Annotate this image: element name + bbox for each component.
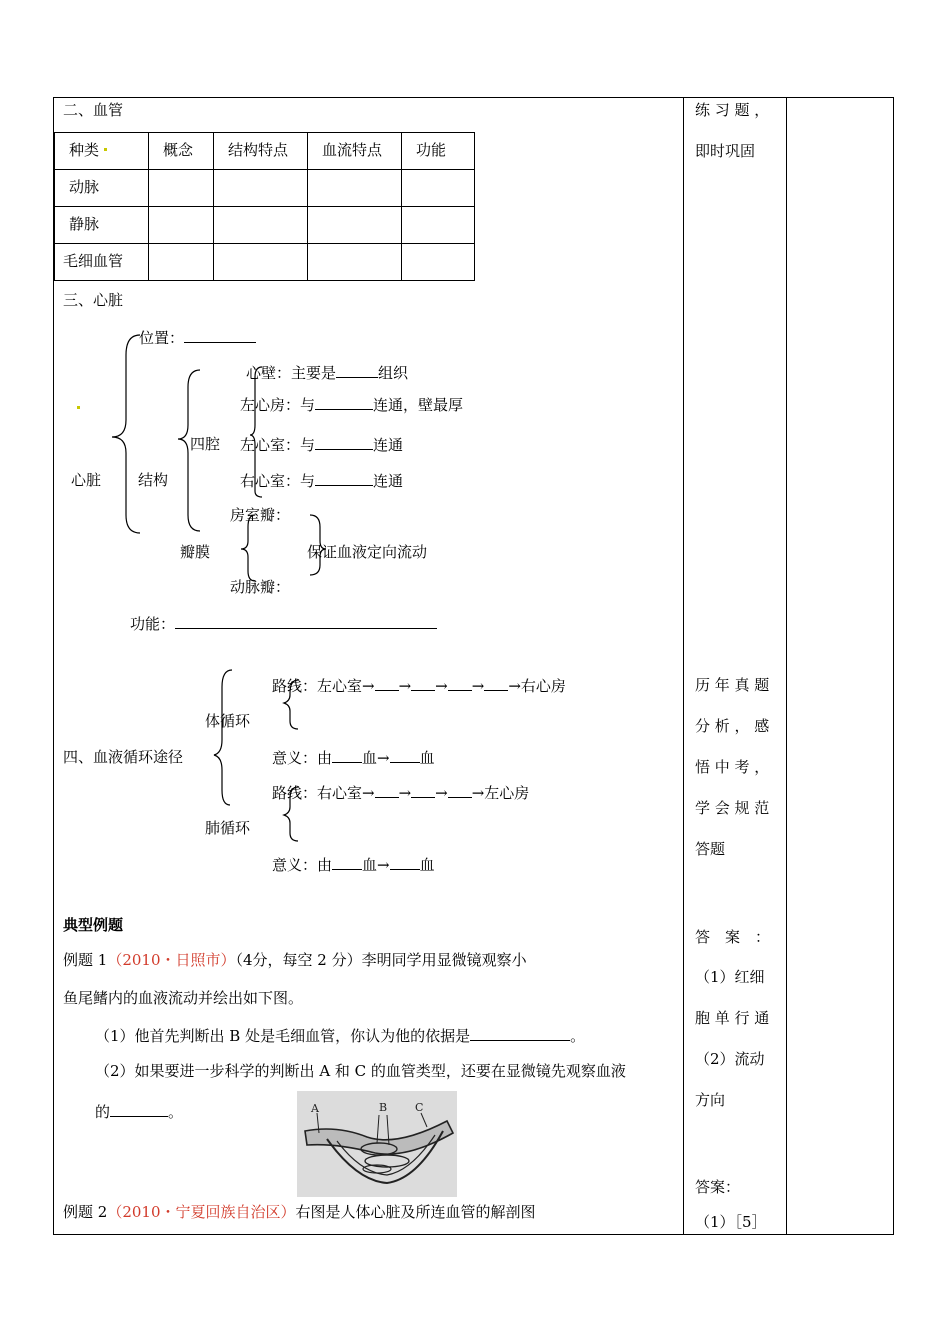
- vessel-table: [54, 132, 475, 281]
- side-note-1a: 练 习 题 ，: [695, 101, 770, 119]
- circulation-braces: [200, 665, 310, 885]
- section-title-heart: 三、心脏: [63, 291, 124, 309]
- table-row-label: 毛细血管: [55, 244, 149, 281]
- aortic-valve-label: 动脉瓣：: [230, 578, 291, 596]
- figure-label-c: C: [415, 1101, 424, 1114]
- table-row: [55, 244, 475, 281]
- table-header-cell: 结构特点: [214, 133, 308, 170]
- example1-line2: 鱼尾鳍内的血液流动并绘出如下图。: [63, 989, 304, 1007]
- yellow-dot: [77, 406, 80, 409]
- example1-q2-cont: 的 。: [95, 1103, 184, 1121]
- left-atrium: 左心房：与 连通，壁最厚: [240, 396, 464, 414]
- column-divider-2: [786, 97, 787, 1235]
- table-header-cell: 血流特点: [308, 133, 402, 170]
- pulmonary-label: 肺循环: [205, 819, 251, 837]
- example1-q2: （2）如果要进一步科学的判断出 A 和 C 的血管类型，还要在显微镜先观察血液: [95, 1062, 626, 1080]
- table-row-label: 动脉: [55, 170, 149, 207]
- side-answer-1c: 胞 单 行 通: [695, 1009, 770, 1027]
- structure-label: 结构: [138, 471, 169, 489]
- four-chambers-label: 四腔: [190, 435, 221, 453]
- valve-function: 保证血液定向流动: [307, 543, 428, 561]
- side-note-2e: 答题: [695, 840, 726, 858]
- table-row: [55, 170, 475, 207]
- table-header-cell: 概念: [149, 133, 214, 170]
- example1-q1: （1）他首先判断出 B 处是毛细血管，你认为他的依据是 。: [95, 1027, 586, 1045]
- heart-wall: 心壁：主要是 组织: [246, 364, 409, 382]
- side-answer-1d: （2）流动: [695, 1050, 765, 1068]
- column-divider-1: [683, 97, 684, 1235]
- yellow-dot: [104, 148, 107, 151]
- side-note-1b: 即时巩固: [695, 142, 756, 160]
- table-header-cell: 功能: [402, 133, 475, 170]
- heart-label: 心脏: [71, 471, 102, 489]
- example1-line1: 例题 1（2010・日照市）（4分，每空 2 分）李明同学用显微镜观察小: [63, 951, 527, 969]
- section-title-circulation: 四、血液循环途径: [63, 748, 184, 766]
- side-note-2c: 悟 中 考 ，: [695, 758, 770, 776]
- heart-function: 功能：: [130, 614, 437, 633]
- figure-label-b: B: [379, 1101, 388, 1114]
- left-ventricle: 左心室：与 连通: [240, 436, 404, 454]
- side-note-2d: 学 会 规 范: [695, 799, 770, 817]
- table-row-label: 静脉: [55, 207, 149, 244]
- figure-label-a: A: [311, 1102, 319, 1115]
- systemic-route: 路线：左心室→ → → → →右心房: [272, 677, 566, 695]
- section-title-blood-vessels: 二、血管: [63, 101, 124, 119]
- table-header-cell: 种类: [55, 133, 149, 170]
- right-ventricle: 右心室：与 连通: [240, 472, 404, 490]
- pulmonary-meaning: 意义：由 血→ 血: [272, 856, 435, 874]
- systemic-meaning: 意义：由 血→ 血: [272, 749, 435, 767]
- table-header-row: [55, 133, 475, 170]
- valve-label: 瓣膜: [180, 543, 211, 561]
- systemic-label: 体循环: [205, 712, 251, 730]
- av-valve-label: 房室瓣：: [230, 506, 291, 524]
- side-answer-1e: 方向: [695, 1091, 726, 1109]
- pulmonary-route: 路线：右心室→ → → →左心房: [272, 784, 530, 802]
- side-answer-1b: （1）红细: [695, 968, 765, 986]
- table-row: [55, 207, 475, 244]
- side-note-2b: 分 析 ， 感: [695, 717, 770, 735]
- heart-position: 位置：: [139, 328, 256, 347]
- fish-tail-blood-vessel-figure: [297, 1091, 457, 1197]
- side-note-2a: 历 年 真 题: [695, 676, 770, 694]
- example2-line1: 例题 2（2010・宁夏回族自治区）右图是人体心脏及所连血管的解剖图: [63, 1203, 536, 1221]
- side-answer-1a: 答 案 ：: [695, 928, 771, 946]
- examples-heading: 典型例题: [63, 916, 124, 934]
- side-answer-2a: 答案：: [695, 1178, 741, 1196]
- side-answer-2b: （1）［5］: [695, 1213, 767, 1231]
